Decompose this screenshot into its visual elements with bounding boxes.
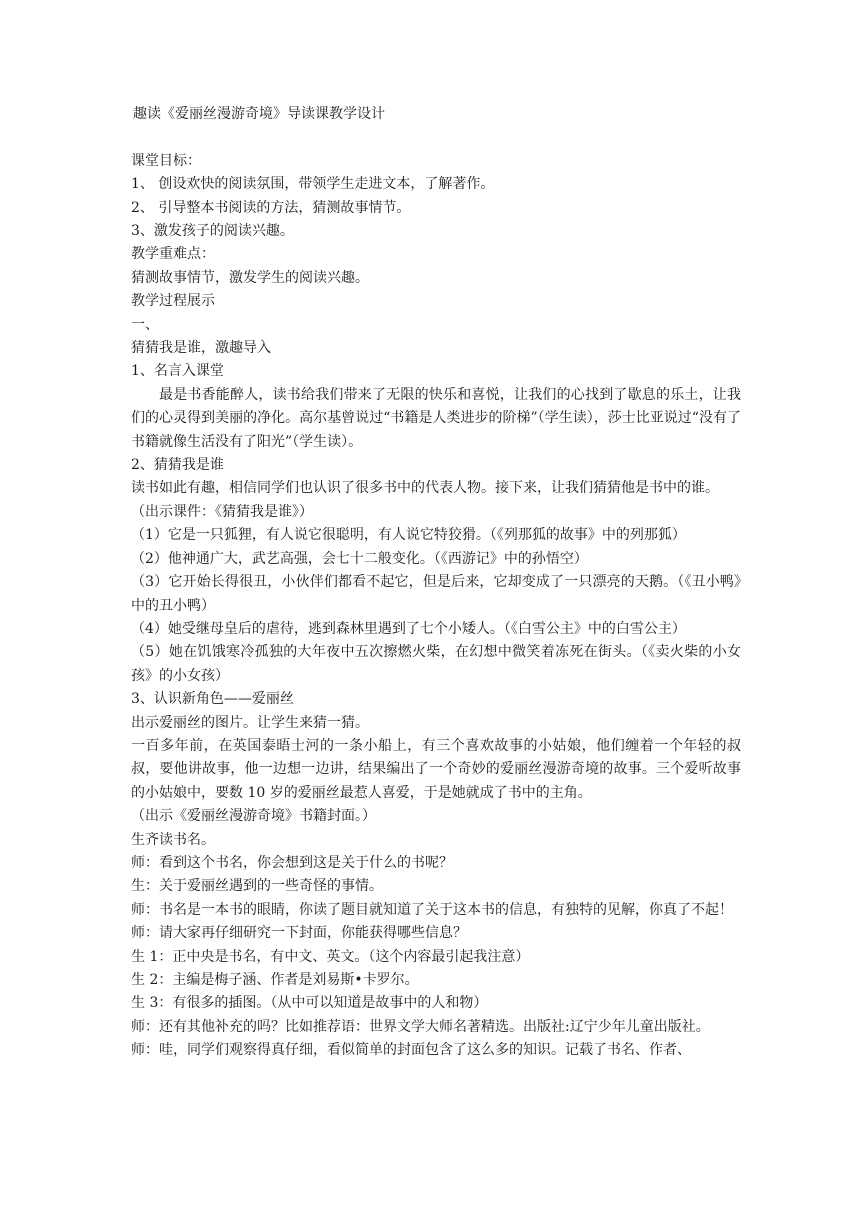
part-one-title: 猜猜我是谁，激趣导入 <box>131 340 271 357</box>
goal-item: 1、 创设欢快的阅读氛围，带领学生走进文本，了解著作。 <box>131 176 495 193</box>
dialogue-line: 生齐读书名。 <box>131 831 215 848</box>
process-heading: 教学过程展示 <box>131 293 215 310</box>
section-3-heading: 3、认识新角色——爱丽丝 <box>131 691 294 708</box>
section-1-paragraph: 最是书香能醉人，读书给我们带来了无限的快乐和喜悦，让我们的心找到了歇息的乐土，让我们的心灵得到美丽的净化。高尔基曾说过“书籍是人类进步的阶梯”（学生读），莎士比亚说过“没有了书籍就像生活没有了阳光”（学生读）。 <box>131 386 741 450</box>
guess-item: （5）她在饥饿寒冷孤独的大年夜中五次擦燃火柴，在幻想中微笑着冻死在街头。（《卖火柴的小女孩》的小女孩） <box>131 644 741 684</box>
dialogue-line: 师：看到这个书名，你会想到这是关于什么的书呢？ <box>131 854 453 871</box>
section-1-heading: 1、名言入课堂 <box>131 363 224 380</box>
part-one-number: 一、 <box>131 316 159 333</box>
goals-heading: 课堂目标： <box>131 152 201 169</box>
key-points-text: 猜测故事情节，激发学生的阅读兴趣。 <box>131 269 369 286</box>
section-2-courseware: （出示课件：《猜猜我是谁》） <box>131 503 313 520</box>
document-page <box>131 103 741 1063</box>
dialogue-line: 生 2：主编是梅子涵、作者是刘易斯•卡罗尔。 <box>131 972 419 988</box>
dialogue-line: 师：请大家再仔细研究一下封面，你能获得哪些信息？ <box>131 925 467 942</box>
guess-item: （4）她受继母皇后的虐待，逃到森林里遇到了七个小矮人。（《白雪公主》中的白雪公主） <box>131 620 686 637</box>
document-title: 趣读《爱丽丝漫游奇境》导读课教学设计 <box>133 106 385 122</box>
blank-line <box>131 126 741 149</box>
section-3-story: 一百多年前，在英国泰晤士河的一条小船上，有三个喜欢故事的小姑娘，他们缠着一个年轻的叔叔，要他讲故事，他一边想一边讲，结果编出了一个奇妙的爱丽丝漫游奇境的故事。三个爱听故事的小姑娘中，要数 10 岁的爱丽丝最惹人喜爱，于是她就成了书中的主角。 <box>131 737 741 801</box>
section-3-show-cover: （出示《爱丽丝漫游奇境》书籍封面。） <box>131 808 376 825</box>
goal-item: 2、 引导整本书阅读的方法，猜测故事情节。 <box>131 199 411 216</box>
dialogue-line: 生：关于爱丽丝遇到的一些奇怪的事情。 <box>131 878 383 895</box>
section-2-heading: 2、猜猜我是谁 <box>131 457 224 474</box>
key-points-heading: 教学重难点： <box>131 246 215 263</box>
dialogue-line: 生 3：有很多的插图。（从中可以知道是故事中的人和物） <box>131 995 488 1012</box>
section-3-show-picture: 出示爱丽丝的图片。让学生来猜一猜。 <box>131 714 369 731</box>
dialogue-line: 师：哇，同学们观察得真仔细，看似简单的封面包含了这么多的知识。记载了书名、作者、 <box>131 1042 691 1059</box>
goal-item: 3、激发孩子的阅读兴趣。 <box>131 223 294 239</box>
dialogue-line: 生 1：正中央是书名，有中文、英文。（这个内容最引起我注意） <box>131 948 530 965</box>
dialogue-line: 师：还有其他补充的吗？比如推荐语：世界文学大师名著精选。出版社:辽宁少年儿童出版社。 <box>131 1018 710 1035</box>
section-2-paragraph: 读书如此有趣，相信同学们也认识了很多书中的代表人物。接下来，让我们猜猜他是书中的谁。 <box>131 480 719 497</box>
guess-item: （3）它开始长得很丑，小伙伴们都看不起它，但是后来，它却变成了一只漂亮的天鹅。（《丑小鸭》中的丑小鸭） <box>131 574 741 614</box>
dialogue-line: 师：书名是一本书的眼睛，你读了题目就知道了关于这本书的信息，有独特的见解，你真了不起！ <box>131 901 733 918</box>
guess-item: （2）他神通广大，武艺高强，会七十二般变化。（《西游记》中的孙悟空） <box>131 550 588 567</box>
guess-item: （1）它是一只狐狸，有人说它很聪明，有人说它特狡猾。（《列那狐的故事》中的列那狐） <box>131 527 686 544</box>
